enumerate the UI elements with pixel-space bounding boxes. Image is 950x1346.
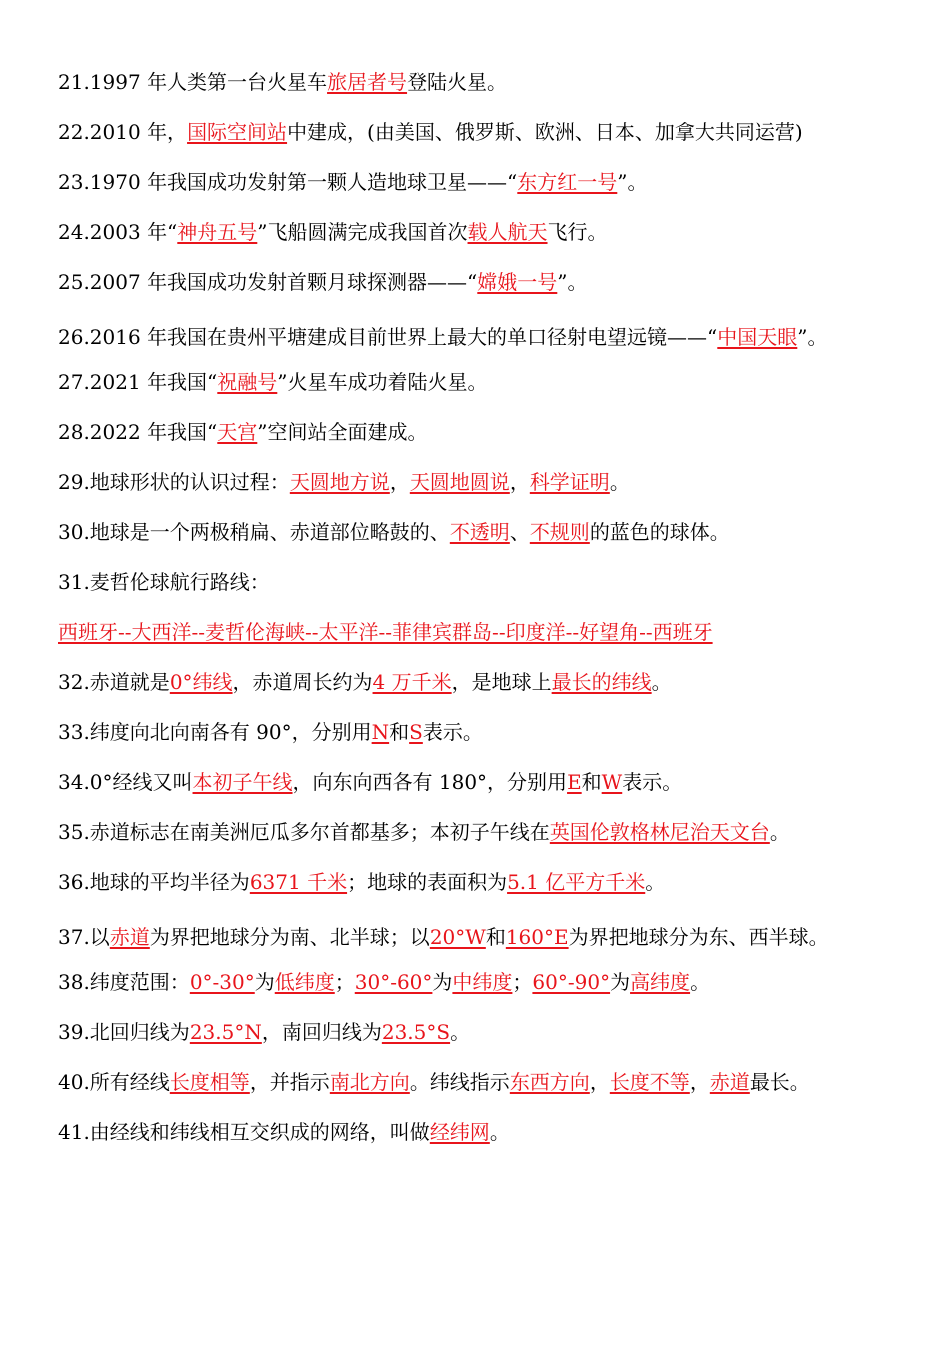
question-text: ， [589,1070,610,1094]
question-text: ， [509,470,530,494]
list-item [58,762,898,812]
answer-text: 英国伦敦格林尼治天文台 [549,820,770,844]
list-item [58,1012,898,1062]
answer-text: 20°W [429,925,486,949]
answer-text: 0°-30° [189,970,255,994]
answer-text: E [567,770,582,794]
answer-text: 中纬度 [452,970,513,994]
question-text: ， [689,1070,710,1094]
question-text: 。 [645,870,666,894]
question-text: 和 [581,770,602,794]
list-item [58,712,898,762]
question-text: 的蓝色的球体。 [589,520,730,544]
question-text: 30.地球是一个两极稍扁、赤道部位略鼓的、 [58,520,450,544]
question-text: ”。 [797,325,828,349]
question-text: 24.2003 年“ [58,220,178,244]
question-text: 23.1970 年我国成功发射第一颗人造地球卫星——“ [58,170,518,194]
answer-text: 160°E [505,925,569,949]
list-item [58,662,898,712]
answer-text: 不透明 [449,520,510,544]
question-text: 39.北回归线为 [58,1020,190,1044]
answer-text: 经纬网 [429,1120,490,1144]
document-page [58,62,898,1162]
answer-text: 西班牙--大西洋--麦哲伦海峡--太平洋--菲律宾群岛--印度洋--好望角--西班牙 [58,620,713,644]
list-item [58,262,898,312]
question-text: 27.2021 年我国“ [58,370,218,394]
question-text: 。 [769,820,790,844]
answer-text: 天圆地圆说 [409,470,510,494]
list-item [58,812,898,862]
answer-text: 长度相等 [169,1070,250,1094]
question-text: 35.赤道标志在南美洲厄瓜多尔首都基多；本初子午线在 [58,820,550,844]
answer-text: 30°-60° [354,970,433,994]
list-item [58,412,898,462]
question-text: 29.地球形状的认识过程： [58,470,290,494]
question-text: 和 [485,925,506,949]
answer-text: 东西方向 [509,1070,590,1094]
question-text: 36.地球的平均半径为 [58,870,250,894]
question-text: 25.2007 年我国成功发射首颗月球探测器——“ [58,270,478,294]
answer-text: 最长的纬线 [551,670,652,694]
answer-text: 低纬度 [274,970,335,994]
answer-text: 赤道 [109,925,150,949]
question-text: 31.麦哲伦球航行路线： [58,570,270,594]
list-item [58,162,898,212]
question-text: 。 [651,670,672,694]
question-text: ，是地球上 [451,670,552,694]
list-item [58,362,898,412]
answer-text: 6371 千米 [249,870,348,894]
question-text: 为 [254,970,275,994]
question-text: 40.所有经线 [58,1070,170,1094]
question-text: ，向东向西各有 180°，分别用 [292,770,568,794]
question-text: ， [389,470,410,494]
question-text: 33.纬度向北向南各有 90°，分别用 [58,720,372,744]
list-item [58,1112,898,1162]
answer-text: 东方红一号 [517,170,618,194]
answer-text: 高纬度 [630,970,691,994]
question-text: 26.2016 年我国在贵州平塘建成目前世界上最大的单口径射电望远镜——“ [58,325,718,349]
answer-text: 23.5°S [381,1020,451,1044]
question-text: 。 [609,470,630,494]
list-item [58,112,898,162]
answer-text: 天宫 [217,420,258,444]
question-text: 中建成，(由美国、俄罗斯、欧洲、日本、加拿大共同运营) [287,120,803,144]
question-text: ，并指示 [249,1070,330,1094]
question-text: 21.1997 年人类第一台火星车 [58,70,328,94]
question-text: 飞行。 [547,220,608,244]
list-item [58,562,898,612]
list-item [58,462,898,512]
answer-text: 中国天眼 [717,325,798,349]
question-text: ； [512,970,533,994]
list-item [58,612,898,662]
answer-text: 0°纬线 [169,670,233,694]
question-text: 为界把地球分为南、北半球；以 [149,925,430,949]
question-text: 38.纬度范围： [58,970,190,994]
question-text: ，南回归线为 [261,1020,382,1044]
answer-text: W [601,770,623,794]
question-text: 28.2022 年我国“ [58,420,218,444]
question-text: 。 [690,970,711,994]
list-item [58,912,898,962]
question-text: ； [334,970,355,994]
question-text: 登陆火星。 [407,70,508,94]
question-text: 表示。 [622,770,683,794]
answer-text: 国际空间站 [187,120,288,144]
list-item [58,312,898,362]
question-text: 。 [489,1120,510,1144]
question-text: 34.0°经线又叫 [58,770,193,794]
question-text: 为 [432,970,453,994]
answer-text: N [371,720,390,744]
list-item [58,212,898,262]
answer-text: 4 万千米 [372,670,452,694]
question-text: 表示。 [422,720,483,744]
question-text: ”。 [557,270,588,294]
answer-text: 祝融号 [217,370,278,394]
question-text: 为界把地球分为东、西半球。 [568,925,829,949]
answer-text: 载人航天 [467,220,548,244]
list-item [58,512,898,562]
question-text: 为 [610,970,631,994]
question-text: 37.以 [58,925,110,949]
answer-text: 本初子午线 [192,770,293,794]
answer-text: 长度不等 [609,1070,690,1094]
answer-text: 南北方向 [329,1070,410,1094]
list-item [58,62,898,112]
list-item [58,1062,898,1112]
question-text: ”。 [617,170,648,194]
question-text: ；地球的表面积为 [347,870,508,894]
list-item [58,962,898,1012]
answer-text: 23.5°N [189,1020,262,1044]
question-text: 41.由经线和纬线相互交织成的网络，叫做 [58,1120,430,1144]
answer-text: 5.1 亿平方千米 [507,870,646,894]
list-item [58,862,898,912]
answer-text: 不规则 [529,520,590,544]
answer-text: 神舟五号 [177,220,258,244]
answer-text: 赤道 [709,1070,750,1094]
answer-text: 旅居者号 [327,70,408,94]
question-text: ，赤道周长约为 [232,670,373,694]
question-text: 和 [389,720,410,744]
question-text: 最长。 [749,1070,810,1094]
question-text: 32.赤道就是 [58,670,170,694]
question-text: ”空间站全面建成。 [257,420,428,444]
answer-text: 60°-90° [532,970,611,994]
question-text: ”火星车成功着陆火星。 [277,370,488,394]
answer-text: 嫦娥一号 [477,270,558,294]
question-text: 。 [450,1020,471,1044]
question-text: 22.2010 年， [58,120,188,144]
question-text: ”飞船圆满完成我国首次 [257,220,468,244]
question-text: 。纬线指示 [409,1070,510,1094]
question-text: 、 [509,520,530,544]
answer-text: 天圆地方说 [289,470,390,494]
answer-text: S [409,720,423,744]
answer-text: 科学证明 [529,470,610,494]
